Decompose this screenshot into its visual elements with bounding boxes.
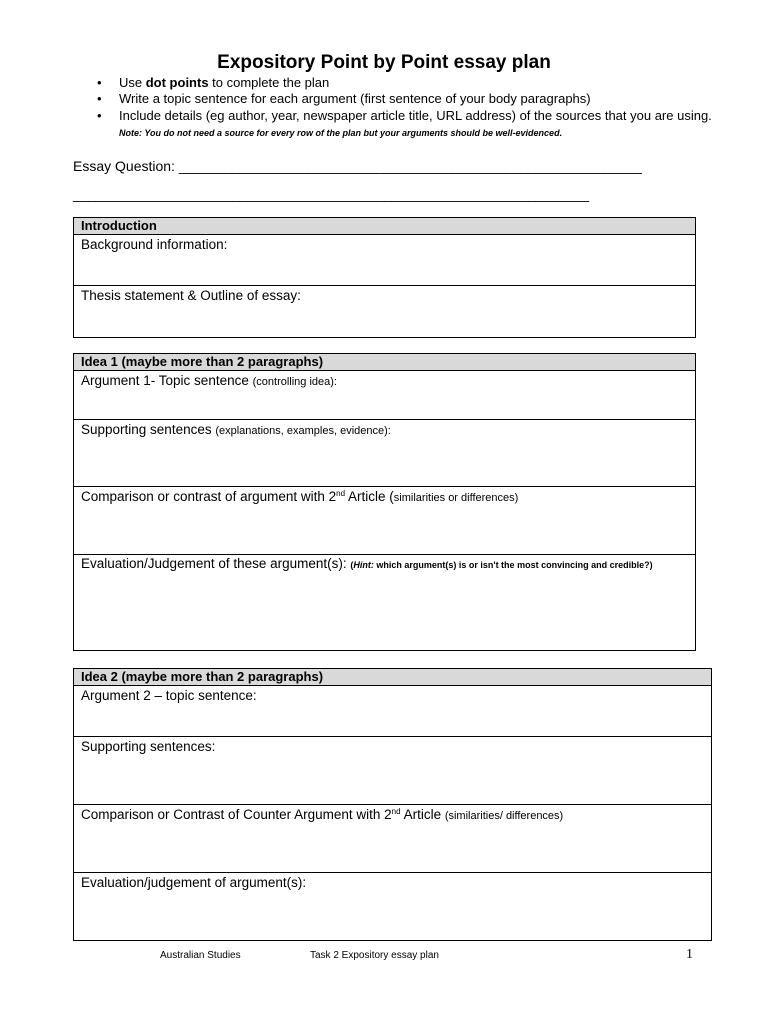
field-label: Comparison or Contrast of Counter Argument with 2 [81, 807, 392, 822]
field-label: Article [400, 807, 445, 822]
field-label: Evaluation/judgement of argument(s): [81, 875, 307, 890]
instruction-note: Note: You do not need a source for every row of the plan but your arguments should be well-evidenced. [119, 127, 563, 138]
idea-1-section [73, 353, 696, 651]
argument-2-field[interactable] [74, 686, 711, 737]
footer-task: Task 2 Expository essay plan [310, 950, 439, 961]
comparison-field[interactable] [74, 805, 711, 873]
field-label: Evaluation/Judgement of these argument(s): [81, 556, 351, 571]
superscript: nd [336, 489, 346, 498]
page-number: 1 [686, 947, 693, 962]
instruction-item: • Write a topic sentence for each argument (first sentence of your body paragraphs) [94, 91, 714, 107]
field-label-detail: (explanations, examples, evidence): [215, 425, 391, 437]
field-label: Argument 1- Topic sentence [81, 373, 253, 388]
evaluation-field[interactable] [74, 873, 711, 940]
instruction-item: • Use dot points to complete the plan [94, 75, 714, 91]
instructions-list [94, 75, 714, 141]
evaluation-field[interactable] [74, 555, 695, 651]
footer-subject: Australian Studies [160, 950, 241, 961]
field-label-detail: (controlling idea): [252, 376, 337, 388]
field-label: Supporting sentences: [81, 739, 216, 754]
thesis-statement-field[interactable] [74, 286, 695, 337]
superscript: nd [391, 807, 401, 816]
supporting-sentences-field[interactable] [74, 737, 711, 805]
essay-question-label: Essay Question: [73, 158, 175, 174]
essay-question[interactable] [73, 158, 642, 174]
field-label: Supporting sentences [81, 422, 216, 437]
field-label: Article ( [345, 489, 394, 504]
field-label-detail: (similarities/ differences) [444, 810, 564, 822]
essay-question-line[interactable]: _____________________________________________________________ [178, 158, 642, 174]
page-title: Expository Point by Point essay plan [217, 52, 551, 73]
field-label: Comparison or contrast of argument with 2 [81, 489, 337, 504]
field-label: Argument 2 – topic sentence: [81, 688, 257, 703]
background-info-field[interactable] [74, 235, 695, 286]
section-heading: Idea 1 (maybe more than 2 paragraphs) [74, 354, 695, 371]
essay-question-line[interactable]: ____________________________________________________________________ [73, 186, 589, 202]
introduction-section [73, 217, 696, 338]
field-label: Thesis statement & Outline of essay: [81, 288, 301, 303]
hint-text: (Hint: which argument(s) is or isn't the most convincing and credible?) [350, 560, 653, 570]
comparison-field[interactable] [74, 487, 695, 555]
argument-1-field[interactable] [74, 371, 695, 420]
section-heading: Introduction [74, 218, 695, 235]
field-label: Background information: [81, 237, 228, 252]
idea-2-section [73, 668, 712, 941]
field-label-detail: similarities or differences) [393, 492, 519, 504]
supporting-sentences-field[interactable] [74, 420, 695, 487]
instruction-item: • Include details (eg author, year, newspaper article title, URL address) of the sources that you are using. Note: You do not need a source for every row of the plan but your arguments should be well-evidenced. [94, 108, 714, 142]
section-heading: Idea 2 (maybe more than 2 paragraphs) [74, 669, 711, 686]
